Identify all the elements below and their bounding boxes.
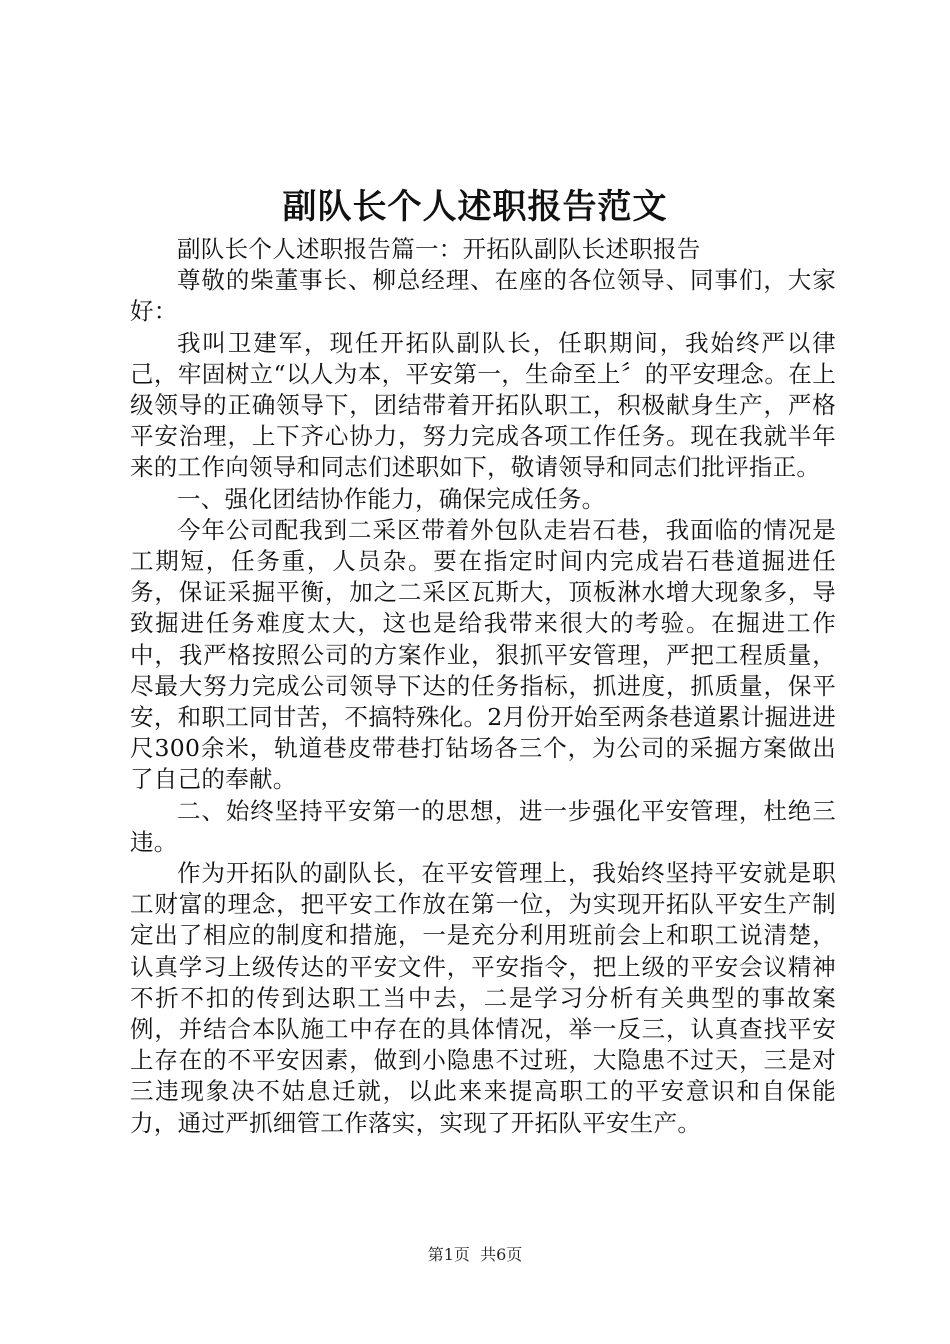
page-number: 第1页: [427, 1245, 470, 1264]
paragraph-subtitle: 副队长个人述职报告篇一：开拓队副队长述职报告: [177, 235, 701, 263]
paragraph-section-2: 作为开拓队的副队长，在平安管理上，我始终坚持平安就是职工财富的理念，把平安工作放在第一位，为实现开拓队平安生产制定出了相应的制度和措施，一是充分利用班前会上和职工说清楚，认真学习上级传达的平安文件，平安指令，把上级的平安会议精神不折不扣的传到达职工当中去，二是学习分析有关典型的事故案例，并结合本队施工中存在的具体情况，举一反三，认真查找平安上存在的不平安因素，做到小隐患不过班，大隐患不过天，三是对三违现象决不姑息迁就，以此来来提高职工的平安意识和自保能力，通过严抓细管工作落实，实现了开拓队平安生产。: [130, 859, 836, 1137]
page-footer: [0, 1245, 950, 1265]
section-heading-2: 二、始终坚持平安第一的思想，进一步强化平安管理，杜绝三违。: [130, 796, 836, 856]
document-body: [130, 234, 836, 1139]
total-pages: 共6页: [480, 1245, 523, 1264]
paragraph-greeting: 尊敬的柴董事长、柳总经理、在座的各位领导、同事们，大家好：: [130, 266, 836, 326]
paragraph-introduction: 我叫卫建军，现任开拓队副队长，任职期间，我始终严以律己，牢固树立“以人为本，平安第一，生命至上〞的平安理念。在上级领导的正确领导下，团结带着开拓队职工，积极献身生产，严格平安治理，上下齐心协力，努力完成各项工作任务。现在我就半年来的工作向领导和同志们述职如下，敬请领导和同志们批评指正。: [130, 328, 836, 482]
section-heading-1: 一、强化团结协作能力，确保完成任务。: [177, 484, 606, 513]
paragraph-section-1: 今年公司配我到二采区带着外包队走岩石巷，我面临的情况是工期短，任务重，人员杂。要在指定时间内完成岩石巷道掘进任务，保证采掘平衡，加之二采区瓦斯大，顶板淋水增大现象多，导致掘进任务难度太大，这也是给我带来很大的考验。在掘进工作中，我严格按照公司的方案作业，狠抓平安管理，严把工程质量，尽最大努力完成公司领导下达的任务指标，抓进度，抓质量，保平安，和职工同甘苦，不搞特殊化。2月份开始至两条巷道累计掘进进尺300余米，轨道巷皮带巷打钻场各三个，为公司的采掘方案做出了自己的奉献。: [130, 515, 836, 794]
document-title: 副队长个人述职报告范文: [282, 187, 668, 227]
